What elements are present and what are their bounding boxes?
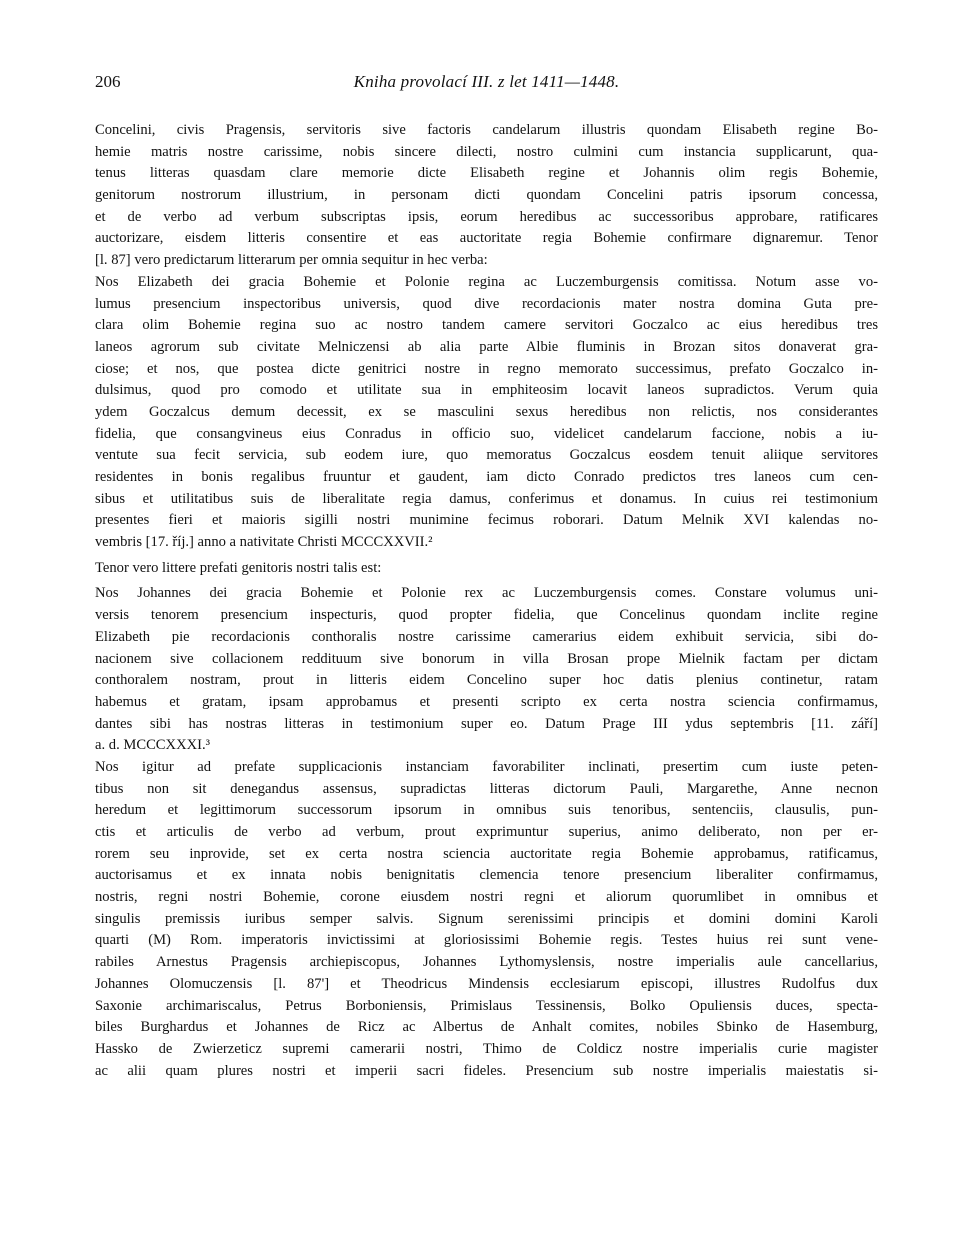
text-line: [l. 87] vero predictarum litterarum per omnia sequitur in hec verba: (95, 252, 488, 269)
text-line: quarti (M) Rom. imperatoris invictissimi at gloriosissimi Bohemie regis. Testes huius rei sunt vene- (95, 932, 878, 949)
text-line: dantes sibi has nostras litteras in testimonium super eo. Datum Prage III ydus septembris [11. září] (95, 715, 878, 732)
text-line: habemus et gratam, ipsam approbamus et presenti scripto ex certa nostra sciencia confirmamus, (95, 693, 878, 710)
text-line: hemie matris nostre carissime, nobis sincere dilecti, nostro culmini cum instancia supplicarunt, qua- (95, 143, 878, 160)
text-line: sibus et utilitatibus suis de liberalitate regia damus, conferimus et donamus. In cuius rei testimonium (95, 490, 878, 507)
text-line: lumus presencium inspectoribus universis, quod dive recordacionis mater nostra domina Guta pre- (95, 295, 878, 312)
text-line: auctorisamus et ex innata nobis benignitatis clemencia tenore presencium liberaliter confirmamus, (95, 867, 878, 884)
page-header (95, 72, 878, 100)
text-line: Concelini, civis Pragensis, servitoris sive factoris candelarum illustris quondam Elisabeth regine Bo- (95, 122, 878, 138)
text-line: residentes in bonis regalibus fruuntur et gaudent, iam dicto Conrado predictos tres laneos cum cen- (95, 469, 878, 485)
text-line: nostris, regni nostri Bohemie, corone eiusdem nostri regni et aliorum quorumlibet in omnibus et (95, 889, 878, 906)
text-line: Nos igitur ad prefate supplicacionis instanciam favorabiliter inclinati, presertim cum iuste peten- (95, 758, 878, 775)
text-line: rorem seu inprovide, set ex certa nostra sciencia auctoritate regia Bohemie approbamus, ratificamus, (95, 845, 878, 862)
text-line: genitorum nostrorum illustrium, in personam dicti quondam Concelini patris ipsorum concessa, (95, 187, 878, 204)
text-line: ventute sua fecit servicia, sub eodem iure, quo memoratus Goczalcus eosdem tenuit aliique servitores (95, 447, 878, 464)
text-line: fidelia, que consangvineus eius Conradus in officio suo, videlicet candelarum faccione, nobis a iu- (95, 425, 878, 442)
text-line: conthoralem nostram, prout in litteris eidem Concelino super hoc datis plenius continetur, ratam (95, 672, 878, 689)
text-line: dulsimus, quod pro comodo et utilitate sua in emphiteosim locavit laneos supradictos. Verum quia (95, 382, 878, 399)
text-line: versis tenorem presencium inspecturis, quod propter fidelia, que Concelinus quondam inclite regine (95, 607, 878, 624)
document-page (95, 72, 878, 1079)
page-number: 206 (95, 72, 121, 91)
text-line: heredum et legittimorum successorum ipsorum in omnibus suis tenoribus, sentenciis, clausulis, pun- (95, 802, 878, 819)
text-line: Johannes Olomuczensis [l. 87'] et Theodricus Mindensis ecclesiarum episcopi, illustres Rudolfus dux (95, 975, 878, 992)
text-line: Nos Johannes dei gracia Bohemie et Polonie rex ac Luczemburgensis comes. Constare volumus uni- (95, 585, 878, 602)
text-line: vembris [17. říj.] anno a nativitate Christi MCCCXXVII.² (95, 534, 433, 551)
text-line: ctis et articulis de verbo ad verbum, prout exprimuntur superius, animo deliberato, non per er- (95, 824, 878, 840)
text-line: rabiles Arnestus Pragensis archiepiscopus, Johannes Lythomyslensis, nostre imperialis aule cancellarius, (95, 954, 878, 971)
running-title: Kniha provolací III. z let 1411—1448. (353, 72, 620, 91)
text-line: biles Burghardus et Johannes de Ricz ac Albertus de Anhalt comites, nobiles Sbinko de Hasemburg, (95, 1019, 878, 1036)
text-line: tibus non sit denegandus assensus, supradictas litteras dictorum Pauli, Margarethe, Anne necnon (95, 780, 878, 797)
text-line: ac alii quam plures nostri et imperii sacri fideles. Presencium sub nostre imperialis maiestatis si- (95, 1062, 878, 1079)
text-line: clara olim Bohemie regina suo ac nostro tandem camere servitori Goczalco ac eius heredibus tres (95, 317, 878, 334)
text-line: Elizabeth pie recordacionis conthoralis nostre carissime camerarius eidem exhibuit servicia, sibi do- (95, 628, 878, 645)
text-line: auctorizare, eisdem litteris consentire et eas auctoritate regia Bohemie confirmare dignaremur. Tenor (95, 230, 878, 247)
text-line: presentes fieri et maioris sigilli nostri munimine fecimus roborari. Datum Melnik XVI kalendas no- (95, 512, 878, 529)
text-line: nacionem sive collacionem reddituum sive bonorum in villa Brosan prope Mielnik factam per dictam (95, 650, 878, 667)
text-line: a. d. MCCCXXXI.³ (95, 737, 211, 754)
text-line: ciose; et nos, que postea dicte genitrici nostre in regno memorato successimus, prefato Goczalco in- (95, 360, 878, 377)
text-line: et de verbo ad verbum subscriptas ipsis, eorum heredibus ac successoribus approbare, ratificares (95, 208, 878, 225)
text-line: Saxonie archimariscalus, Petrus Borboniensis, Primislaus Tessinensis, Bolko Opuliensis duces, specta- (95, 997, 878, 1014)
text-line: singulis premissis iuribus semper salvis. Signum serenissimi principis et domini domini Karoli (95, 910, 878, 927)
text-line: Tenor vero littere prefati genitoris nostri talis est: (95, 559, 382, 576)
text-line: Hassko de Zwierzeticz supremi camerarii nostri, Thimo de Coldicz nostre imperialis curie magister (95, 1040, 878, 1057)
text-line: laneos agrorum sub civitate Melniczensi ab alia parte Albie fluminis in Brozan sitos donaverat gra- (95, 338, 878, 355)
text-line: tenus litteras quasdam clare memorie dicte Elisabeth regine et Johannis olim regis Bohemie, (95, 165, 878, 182)
text-line: Nos Elizabeth dei gracia Bohemie et Polonie regina ac Luczemburgensis comitissa. Notum asse vo- (95, 273, 878, 290)
body-text (95, 120, 878, 1082)
text-line: ydem Goczalcus demum decessit, ex se masculini sexus heredibus non relictis, nos considerantes (95, 403, 878, 420)
